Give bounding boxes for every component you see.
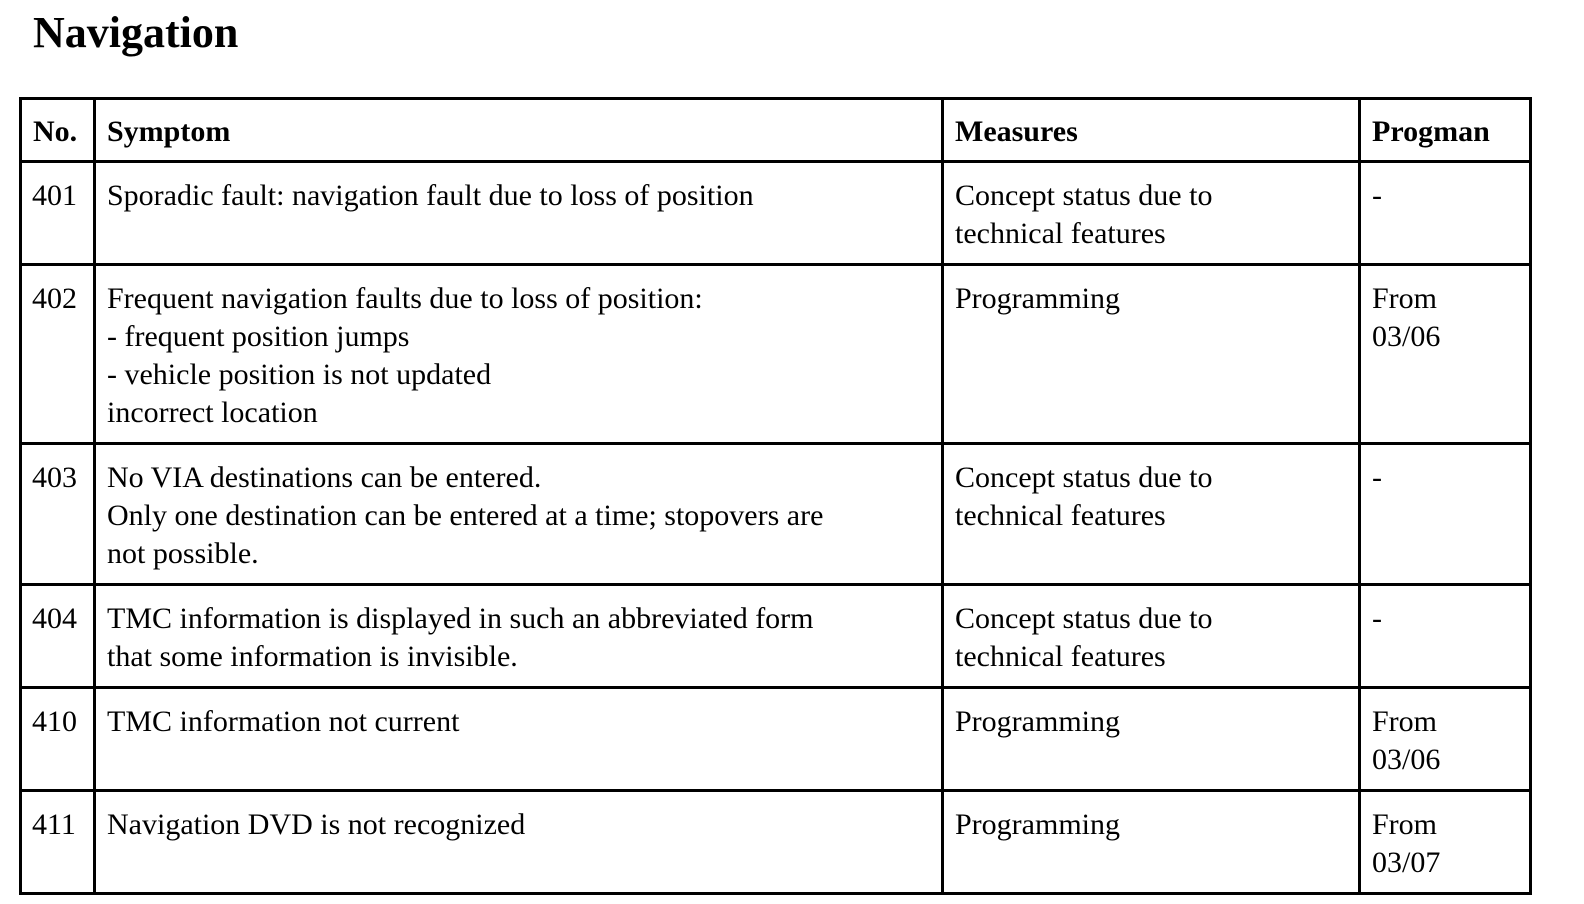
progman-line: 03/06 — [1372, 743, 1441, 776]
measures-line: Programming — [955, 705, 1120, 738]
symptom-line: - vehicle position is not updated — [107, 358, 492, 391]
fault-number-cell: 401 — [21, 162, 95, 265]
table-row — [21, 162, 1531, 265]
symptom-line: - frequent position jumps — [107, 320, 410, 353]
measures-line: Programming — [955, 808, 1120, 841]
fault-number-cell: 410 — [21, 688, 95, 791]
header-no: No. — [21, 99, 95, 162]
symptom-line: Navigation DVD is not recognized — [107, 808, 526, 841]
symptom-line: Sporadic fault: navigation fault due to loss of position — [107, 179, 754, 212]
header-symptom: Symptom — [95, 99, 943, 162]
fault-number-cell: 403 — [21, 444, 95, 585]
progman-cell — [1360, 585, 1531, 688]
measures-cell — [943, 265, 1360, 444]
progman-line: 03/06 — [1372, 320, 1441, 353]
symptom-line: No VIA destinations can be entered. — [107, 461, 542, 494]
header-progman: Progman — [1360, 99, 1531, 162]
table-row — [21, 265, 1531, 444]
symptom-cell — [95, 688, 943, 791]
measures-cell — [943, 791, 1360, 894]
navigation-fault-table — [19, 97, 1532, 895]
symptom-line: TMC information is displayed in such an abbreviated form — [107, 602, 814, 635]
table-row — [21, 585, 1531, 688]
measures-line: Concept status due to — [955, 461, 1213, 494]
progman-line: From — [1372, 705, 1438, 738]
fault-number-cell: 402 — [21, 265, 95, 444]
measures-cell — [943, 162, 1360, 265]
progman-cell — [1360, 791, 1531, 894]
progman-line: - — [1372, 461, 1382, 494]
progman-line: From — [1372, 808, 1438, 841]
progman-cell — [1360, 265, 1531, 444]
progman-cell — [1360, 162, 1531, 265]
table-row — [21, 688, 1531, 791]
progman-cell — [1360, 444, 1531, 585]
table-row — [21, 444, 1531, 585]
header-measures: Measures — [943, 99, 1360, 162]
symptom-cell — [95, 585, 943, 688]
measures-line: technical features — [955, 217, 1166, 250]
measures-cell — [943, 585, 1360, 688]
progman-line: 03/07 — [1372, 846, 1441, 879]
symptom-line: that some information is invisible. — [107, 640, 518, 673]
measures-line: Concept status due to — [955, 602, 1213, 635]
fault-number-cell: 411 — [21, 791, 95, 894]
table-row — [21, 791, 1531, 894]
symptom-line: TMC information not current — [107, 705, 460, 738]
progman-line: - — [1372, 179, 1382, 212]
symptom-cell — [95, 162, 943, 265]
progman-line: From — [1372, 282, 1438, 315]
symptom-line: Only one destination can be entered at a time; stopovers are — [107, 499, 824, 532]
table-header-row — [21, 99, 1531, 162]
measures-line: Programming — [955, 282, 1120, 315]
progman-line: - — [1372, 602, 1382, 635]
symptom-line: Frequent navigation faults due to loss of position: — [107, 282, 703, 315]
page-title: Navigation — [33, 8, 239, 57]
measures-cell — [943, 688, 1360, 791]
symptom-cell — [95, 265, 943, 444]
measures-line: Concept status due to — [955, 179, 1213, 212]
measures-cell — [943, 444, 1360, 585]
symptom-cell — [95, 444, 943, 585]
symptom-cell — [95, 791, 943, 894]
measures-line: technical features — [955, 640, 1166, 673]
symptom-line: not possible. — [107, 537, 259, 570]
fault-number-cell: 404 — [21, 585, 95, 688]
measures-line: technical features — [955, 499, 1166, 532]
table-body — [21, 162, 1531, 894]
symptom-line: incorrect location — [107, 396, 318, 429]
progman-cell — [1360, 688, 1531, 791]
